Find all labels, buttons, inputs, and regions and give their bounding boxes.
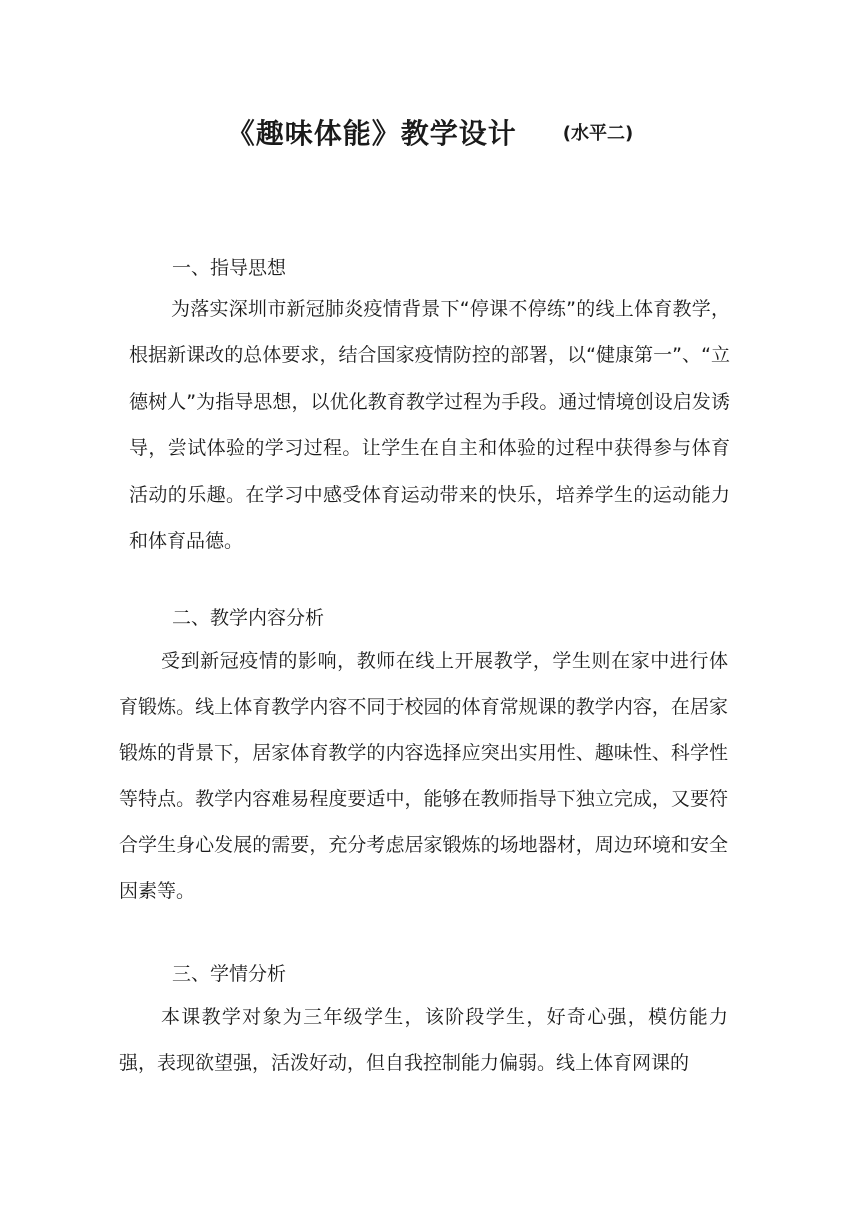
document-title: 《趣味体能》教学设计 bbox=[226, 117, 517, 150]
section-heading-content-analysis: 二、教学内容分析 bbox=[172, 607, 325, 629]
document-subtitle: (水平二) bbox=[562, 123, 634, 144]
section-body-student-analysis: 本课教学对象为三年级学生，该阶段学生，好奇心强，模仿能力强，表现欲望强，活泼好动，但自我控制能力偏弱。线上体育网课的 bbox=[119, 1006, 728, 1074]
section-body-guiding-idea: 为落实深圳市新冠肺炎疫情背景下“停课不停练”的线上体育教学，根据新课改的总体要求，结合国家疫情防控的部署，以“健康第一”、“立德树人”为指导思想，以优化教育教学过程为手段。通过情境创设启发诱导，尝试体验的学习过程。让学生在自主和体验的过程中获得参与体育活动的乐趣。在学习中感受体育运动带来的快乐，培养学生的运动能力和体育品德。 bbox=[129, 298, 730, 553]
section-body-content-analysis: 受到新冠疫情的影响，教师在线上开展教学，学生则在家中进行体育锻炼。线上体育教学内容不同于校园的体育常规课的教学内容，在居家锻炼的背景下，居家体育教学的内容选择应突出实用性、趣味性、科学性等特点。教学内容难易程度要适中，能够在教师指导下独立完成，又要符合学生身心发展的需要，充分考虑居家锻炼的场地器材，周边环境和安全因素等。 bbox=[119, 650, 728, 902]
section-heading-student-analysis: 三、学情分析 bbox=[172, 963, 287, 985]
document-title-row bbox=[0, 112, 860, 162]
section-heading-guiding-idea: 一、指导思想 bbox=[172, 257, 287, 279]
